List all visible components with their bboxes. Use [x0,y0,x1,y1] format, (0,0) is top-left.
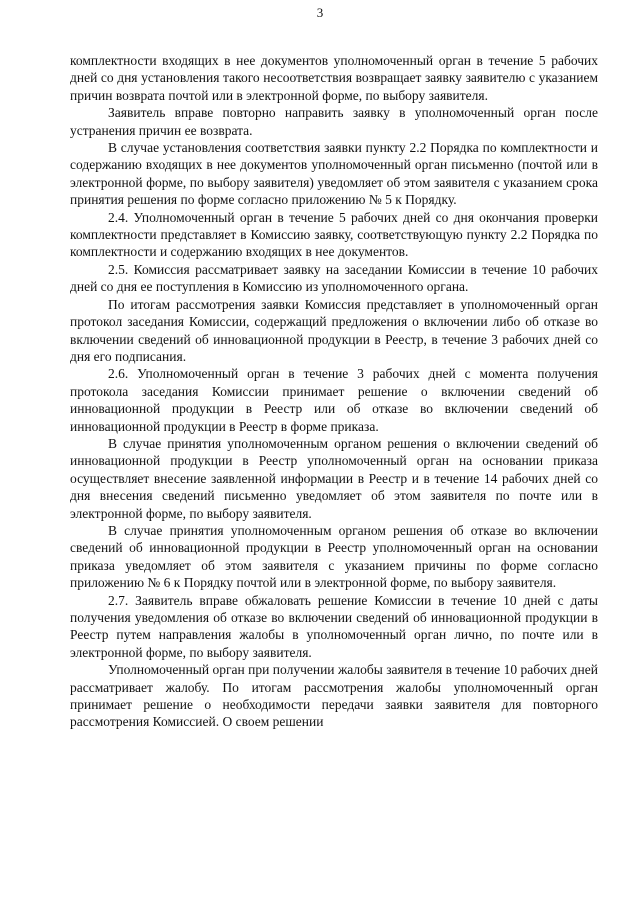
paragraph-2-6: 2.6. Уполномоченный орган в течение 3 рабочих дней с момента получения протокола заседания Комиссии принимает решение о включении сведений об инновационной продукции в Реестр или об отказе во включении сведений об инновационной продукции в Реестр в форме приказа. [70,366,598,434]
paragraph: В случае установления соответствия заявки пункту 2.2 Порядка по комплектности и содержанию входящих в нее документов уполномоченный орган письменно (почтой или в электронной форме, по выбору заявителя) уведомляет об этом заявителя с указанием срока принятия решения по форме согласно приложению № 5 к Порядку. [70,140,598,208]
paragraph-continuation: комплектности входящих в нее документов уполномоченный орган в течение 5 рабочих дней со дня установления такого несоответствия возвращает заявку заявителю с указанием причин возврата почтой или в электронной форме, по выбору заявителя. [70,53,598,103]
paragraph: В случае принятия уполномоченным органом решения об отказе во включении сведений об инновационной продукции в Реестр уполномоченный орган на основании приказа уведомляет об этом заявителя с указанием причины по форме согласно приложению № 6 к Порядку почтой или в электронной форме, по выбору заявителя. [70,522,598,591]
paragraph: Заявитель вправе повторно направить заявку в уполномоченный орган после устранения причин ее возврата. [70,105,598,138]
paragraph: По итогам рассмотрения заявки Комиссия представляет в уполномоченный орган протокол заседания Комиссии, содержащий предложения о включении либо об отказе во включении сведений об инновационной продукции в Реестр, в течение 3 рабочих дней со дня его подписания. [70,296,598,364]
document-body [70,52,598,731]
paragraph-2-7: 2.7. Заявитель вправе обжаловать решение Комиссии в течение 10 дней с даты получения уведомления об отказе во включении сведений об инновационной продукции в Реестр путем направления жалобы в уполномоченный орган лично, по почте или в электронной форме, по выбору заявителя. [70,592,598,660]
paragraph-2-5: 2.5. Комиссия рассматривает заявку на заседании Комиссии в течение 10 рабочих дней со дня ее поступления в Комиссию из уполномоченного органа. [70,261,598,295]
paragraph-2-4: 2.4. Уполномоченный орган в течение 5 рабочих дней со дня окончания проверки комплектности представляет в Комиссию заявку, соответствующую пункту 2.2 Порядка по комплектности и содержанию входящих в нее документов. [70,209,598,260]
paragraph: В случае принятия уполномоченным органом решения о включении сведений об инновационной продукции в Реестр уполномоченный орган на основании приказа осуществляет внесение заявленной информации в Реестр и в течение 14 рабочих дней со дня внесения сведений письменно уведомляет об этом заявителя по почте или в электронной форме, по выбору заявителя. [70,435,598,521]
page-number: 3 [316,5,324,20]
paragraph: Уполномоченный орган при получении жалобы заявителя в течение 10 рабочих дней рассматривает жалобу. По итогам рассмотрения жалобы уполномоченный орган принимает решение о необходимости передачи заявки заявителя для повторного рассмотрения Комиссией. О своем решении [70,662,598,730]
